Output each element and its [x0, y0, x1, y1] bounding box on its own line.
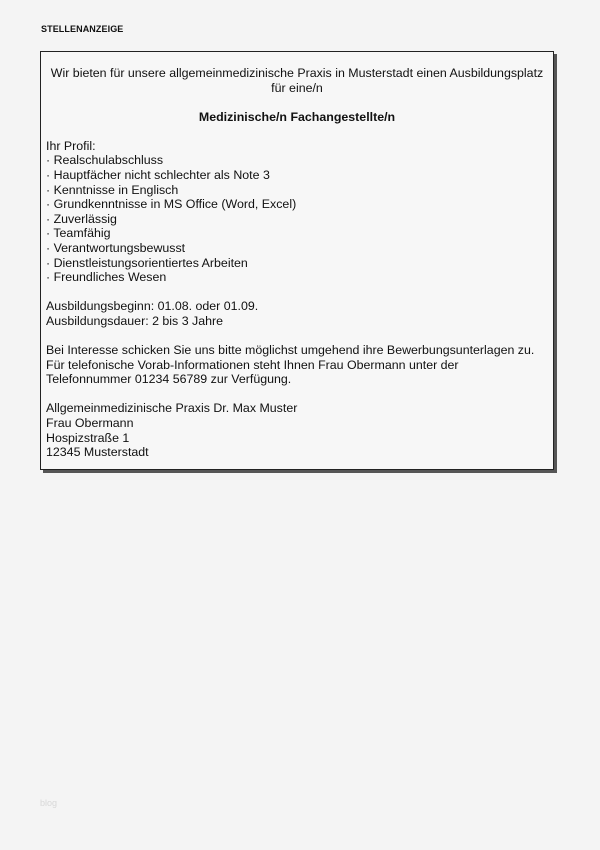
address-line: Frau Obermann — [46, 416, 134, 431]
profile-heading: Ihr Profil: — [46, 138, 96, 153]
watermark: blog — [40, 798, 58, 808]
profile-item: · Kenntnisse in Englisch — [46, 182, 179, 197]
address-line: Allgemeinmedizinische Praxis Dr. Max Muster — [46, 401, 298, 416]
address-line: Hospizstraße 1 — [46, 430, 130, 445]
training-duration: Ausbildungsdauer: 2 bis 3 Jahre — [46, 313, 224, 328]
profile-item: · Verantwortungsbewusst — [46, 240, 186, 255]
job-title: Medizinische/n Fachangestellte/n — [198, 110, 396, 125]
profile-item: · Dienstleistungsorientiertes Arbeiten — [46, 255, 248, 270]
job-ad-box — [40, 51, 554, 470]
intro-text-2: für eine/n — [271, 80, 323, 95]
profile-item: · Grundkenntnisse in MS Office (Word, Excel) — [46, 197, 297, 212]
profile-item: · Hauptfächer nicht schlechter als Note 3 — [46, 167, 270, 182]
contact-line: Telefonnummer 01234 56789 zur Verfügung. — [46, 372, 292, 387]
document-label: STELLENANZEIGE — [41, 24, 124, 34]
profile-item: · Teamfähig — [46, 226, 111, 241]
profile-item: · Zuverlässig — [46, 211, 117, 226]
profile-item: · Freundliches Wesen — [46, 270, 167, 285]
contact-line: Bei Interesse schicken Sie uns bitte möglichst umgehend ihre Bewerbungsunterlagen zu. — [46, 343, 535, 358]
profile-item: · Realschulabschluss — [46, 153, 164, 168]
profile-list — [46, 153, 548, 284]
intro-text: Wir bieten für unsere allgemeinmedizinische Praxis in Musterstadt einen Ausbildungsplatz — [50, 66, 544, 80]
training-start: Ausbildungsbeginn: 01.08. oder 01.09. — [46, 299, 259, 314]
contact-line: Für telefonische Vorab-Informationen steht Ihnen Frau Obermann unter der — [46, 357, 459, 372]
address-line: 12345 Musterstadt — [46, 445, 149, 460]
